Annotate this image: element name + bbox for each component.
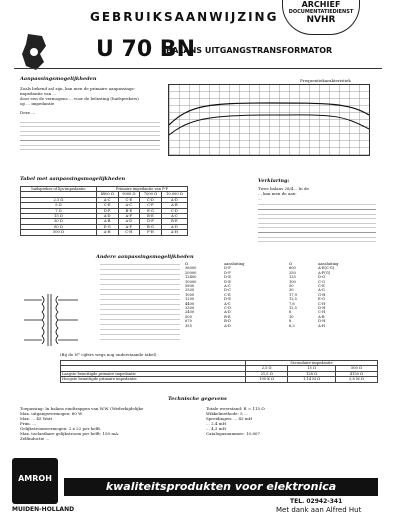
table-cell: 1200 — [185, 297, 195, 302]
table-cell: 600 — [288, 266, 296, 271]
transformer-schematic-icon — [22, 290, 82, 350]
table-cell: D-F — [96, 208, 118, 213]
primary-impedance-table — [60, 360, 378, 383]
table-cell: 4150 Ω — [335, 371, 377, 376]
explanation-body — [258, 186, 378, 201]
divider — [14, 68, 382, 69]
table-cell: 4400 — [185, 301, 195, 306]
specs-left — [20, 406, 200, 441]
table-header: luidspreker of lijn-impedantie — [21, 187, 97, 192]
table-cell: B-E — [224, 314, 231, 319]
table-cell: 15 Ω — [21, 214, 97, 219]
document-title: GEBRUIKSAANWIJZING — [90, 10, 279, 24]
table-cell: 250 — [288, 270, 296, 275]
table-cell: 100 — [288, 279, 296, 284]
spec-line: Max. ... 45 Watt — [20, 416, 53, 421]
table-cell: 8 — [288, 310, 292, 315]
table-cell: A-C — [224, 284, 231, 289]
phone-number: TEL. 02942-341 — [290, 498, 343, 505]
table-cell: 2400 — [185, 310, 195, 315]
table-cell: C-H — [318, 310, 326, 315]
table-cell: A-C — [118, 203, 140, 208]
table-cell: A-D — [224, 323, 231, 328]
spec-line: Catalogusnummer: 10.807 — [206, 431, 260, 436]
table-cell: 30 Ω — [21, 219, 97, 224]
product-subtitle: BALANS UITGANGSTRANSFORMATOR — [166, 46, 333, 55]
table-title: Tabel met aanpassingsmogelijkheden — [20, 176, 126, 182]
stamp-line-3: NVHR — [306, 15, 336, 25]
specs-right — [206, 406, 382, 436]
table-header: 2,5 Ω — [245, 366, 287, 371]
model-number: U 70 BN — [96, 37, 195, 62]
table-cell: C-D — [224, 306, 231, 311]
table-header: Ω — [185, 262, 188, 266]
netherlands-map-icon — [20, 32, 48, 72]
table-cell: 1000 — [185, 292, 195, 297]
spec-line: Gelijkstroomvermogen: 2 x 22 per helft. — [20, 426, 102, 431]
table-cell: A-C — [161, 214, 187, 219]
spec-line: Prim. ... — [20, 421, 37, 426]
alt-impedance-table — [184, 262, 382, 328]
frequency-graph — [168, 84, 370, 156]
table-cell: D-E — [224, 279, 231, 284]
table-cell: 7 Ω — [21, 208, 97, 213]
body-text-block — [100, 262, 180, 340]
company-location: MUIDEN-HOLLAND — [12, 506, 75, 513]
impedance-table — [20, 186, 188, 236]
signature-text: Met dank aan Alfred Hut — [276, 506, 362, 514]
table-cell: D-E — [224, 297, 231, 302]
table-header: 500 Ω — [335, 366, 377, 371]
table-cell: D-G — [318, 275, 326, 280]
table-header: Ω — [288, 262, 292, 266]
spec-line: ... 4,3 mH — [206, 426, 226, 431]
table-cell: 355 — [185, 323, 192, 328]
table-cell: 30 — [288, 288, 294, 293]
table-cell: A-H — [318, 323, 326, 328]
graph-label: Frequentiekarakteristiek — [300, 78, 351, 83]
table-cell: C-H — [118, 230, 140, 235]
table-cell: G-H — [318, 292, 326, 297]
table-cell: D-F — [140, 219, 162, 224]
table-cell: B-E — [140, 214, 162, 219]
table-header: aansluiting — [224, 262, 245, 266]
spec-line: Zelfinductie ... — [20, 436, 50, 441]
body-line: door een de vermogens ... voor de belasting (luidsprekers) — [20, 96, 139, 101]
table-cell: 7,8 — [288, 301, 295, 306]
specs-title: Technische gegevens — [168, 396, 227, 402]
body-line: ... — [258, 196, 262, 201]
table-cell: Hoogste benuttigde primaire impedantie — [61, 377, 246, 382]
table-cell: A-C — [96, 197, 118, 202]
table-header: Secundaire impedantie — [245, 361, 377, 366]
body-text-block — [258, 202, 376, 242]
section-body — [20, 86, 160, 115]
table-cell: D-H — [318, 306, 326, 311]
spec-line: Totale weerstand: R = 115 Ω — [206, 406, 265, 411]
table-cell: A-E(C-G) — [318, 266, 335, 271]
table-cell: D-E — [224, 275, 231, 280]
stamp-line-2: DOCUMENTATIEDIENST — [288, 9, 354, 15]
table-cell: C-E — [318, 284, 325, 289]
table-cell: E-G — [318, 297, 325, 302]
table-header: 7000 Ω — [140, 192, 162, 197]
table-cell: A-D — [96, 214, 118, 219]
table-cell: A-F — [118, 214, 140, 219]
table-cell: 10000 — [185, 279, 197, 284]
table-cell: B-G — [140, 224, 162, 229]
table-cell: 17,9 — [288, 292, 297, 297]
table-cell: C-E — [96, 203, 118, 208]
table-cell: F-H — [140, 230, 162, 235]
table-cell: A-D — [118, 219, 140, 224]
table-header: aansluiting — [318, 262, 339, 266]
table-cell: C-G — [318, 279, 325, 284]
table-cell: D-F — [224, 266, 231, 271]
table-cell: C-E — [224, 292, 231, 297]
body-line: ... kan men de aan- — [258, 191, 297, 196]
amroh-logo — [12, 458, 58, 504]
table-cell: C-E — [118, 197, 140, 202]
table-row — [184, 324, 382, 328]
table-cell: 12,5 — [288, 306, 297, 311]
table-cell: 500 — [185, 314, 192, 319]
table-cell: 12400 — [185, 275, 197, 280]
slogan-bar — [64, 478, 378, 496]
table-cell: A-B — [96, 219, 118, 224]
table-note: (Bij de N° cijfers wegs nog onderstaande tabel) — [60, 352, 157, 357]
table-cell: 128 Ω — [288, 371, 336, 376]
table-cell: 1,14 M Ω — [288, 377, 336, 382]
spec-line: ... 2,4 mH — [206, 421, 226, 426]
slogan-text: kwaliteitsprodukten voor elektronica — [105, 480, 337, 493]
table-cell: A-F — [118, 224, 140, 229]
spec-line: Wikkelmethode: 5 ... — [206, 411, 248, 416]
table-cell: 5 Ω — [21, 203, 97, 208]
body-line: Twee balans 28/4... In de — [258, 186, 309, 191]
spec-line: Spreidingen: ... 43 mH — [206, 416, 253, 421]
table-cell: 2,5 Ω — [21, 197, 97, 202]
table-header: Primaire impedantie van P-P — [96, 187, 187, 192]
table-cell: 500 Ω — [21, 230, 97, 235]
body-line: Zoals bekend zal zijn, kan men de primaire aanpassings- — [20, 86, 135, 91]
table-header: 9000 Ω — [118, 192, 140, 197]
archive-stamp — [282, 0, 360, 35]
table-header: 10.000 Ω — [161, 192, 187, 197]
table-cell: 8 — [288, 319, 292, 324]
table-cell: A-G — [318, 288, 325, 293]
table-cell: 60 Ω — [21, 224, 97, 229]
table-cell: B-E — [161, 219, 187, 224]
table-cell: 20000 — [185, 270, 197, 275]
table-cell: C-D — [161, 208, 187, 213]
table-cell: 125 — [288, 275, 296, 280]
table-cell: 3300 — [185, 306, 195, 311]
table-cell: C-D — [140, 197, 162, 202]
table-cell: D-C — [224, 288, 232, 293]
table-cell: 670 — [185, 319, 192, 324]
body-line: impedantie van ... — [20, 91, 57, 96]
table-cell: 21,5 Ω — [245, 371, 287, 376]
table-cell: 50 — [288, 284, 294, 289]
body-line: Deze ... — [20, 110, 36, 115]
table-cell: A-B — [161, 203, 187, 208]
spec-line: Max. uitgangsvermogen: 60 W — [20, 411, 83, 416]
table-cell: A-D — [224, 310, 231, 315]
table-cell: A-F(G) — [318, 270, 331, 275]
explanation-title: Verklaring: — [258, 178, 290, 184]
table-row — [21, 230, 188, 235]
logo-text: AMROH — [18, 474, 52, 483]
table-cell: 6,3 — [288, 323, 295, 328]
table-cell: Laagste benuttigde primaire impedantie — [61, 371, 246, 376]
spec-line: Toepassing: In balans eindtrappen van W.W. (Wederkijdelijke — [20, 406, 144, 411]
table-header: 15 Ω — [288, 366, 336, 371]
table-cell: 36000 — [185, 266, 197, 271]
table-cell: 12,5 — [288, 297, 297, 302]
table-cell: D-F — [224, 270, 231, 275]
table-row — [61, 377, 378, 382]
table-cell: A-H — [96, 230, 118, 235]
table-cell: A-D — [161, 197, 187, 202]
table-cell: A-H — [161, 230, 187, 235]
table-cell: 190 K Ω — [245, 377, 287, 382]
table-header: 4800 Ω — [96, 192, 118, 197]
table-cell: A-C — [224, 301, 231, 306]
table-cell: A-D — [161, 224, 187, 229]
stamp-line-1: ARCHIEF — [301, 0, 341, 9]
table-cell: B-E — [118, 208, 140, 213]
table-cell: 2500 — [185, 288, 195, 293]
spec-line: Max. toelaatbare gelijkstroom per helft: 150 mA. — [20, 431, 120, 436]
table-cell: D-H — [318, 319, 326, 324]
table-cell: D-G — [96, 224, 118, 229]
table-cell: C-H — [318, 301, 326, 306]
table-cell: B-D — [224, 319, 231, 324]
body-text-block — [20, 120, 160, 150]
table-cell: 5,8 M Ω — [335, 377, 377, 382]
table-cell: 10 — [288, 314, 294, 319]
body-line: op ... impedantie — [20, 101, 55, 106]
table-cell: 5800 — [185, 284, 195, 289]
table-cell: C-F — [140, 203, 162, 208]
table-cell: A-B — [318, 314, 325, 319]
table-title: Andere aanpassingsmogelijkheden — [96, 254, 194, 260]
table-cell: E-G — [140, 208, 162, 213]
section-title: Aanpassingsmogelijkheden — [20, 76, 97, 82]
